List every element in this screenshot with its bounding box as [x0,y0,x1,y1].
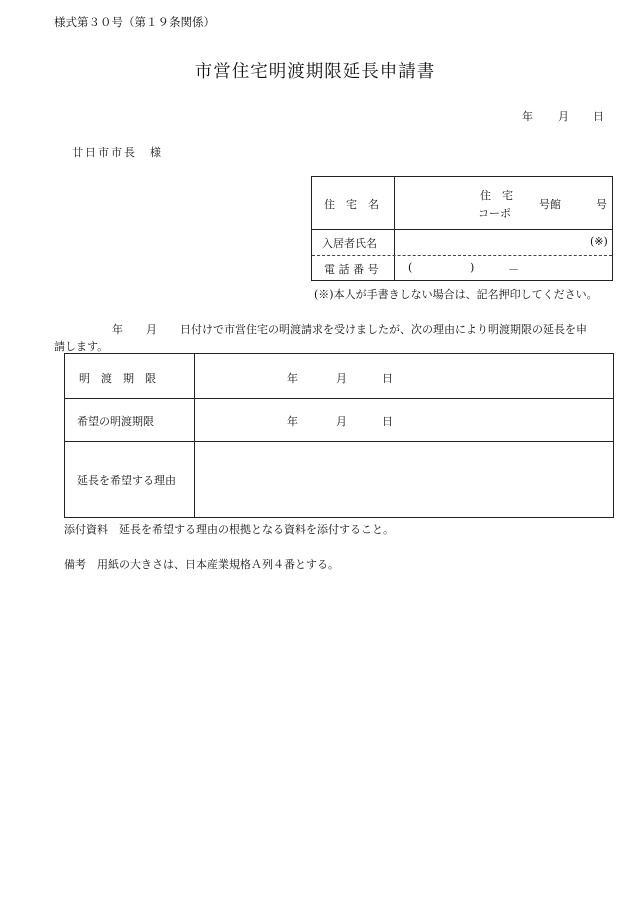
applicant-table [311,176,613,281]
body-year: 年 [112,323,123,336]
housing-name-label: 住 宅 名 [324,198,379,211]
phone-label: 電 話 番 号 [324,263,379,276]
housing-type-copo[interactable]: コーポ [478,207,511,220]
table-divider [194,354,195,517]
handwriting-note: (※)本人が手書きしない場合は、記名押印してください。 [314,288,598,301]
body-text-line2: 請します。 [54,340,109,353]
addressee: 廿日市市長 様 [72,146,163,159]
table-divider [65,441,613,442]
deadline-year[interactable]: 年 [287,372,298,385]
remark: 備考 用紙の大きさは、日本産業規格Ａ列４番とする。 [64,558,339,571]
table-divider [65,398,613,399]
document-title: 市営住宅明渡期限延長申請書 [194,62,436,82]
desired-deadline-month[interactable]: 月 [336,415,347,428]
desired-deadline-label: 希望の明渡期限 [77,415,154,428]
date-day-label: 日 [593,110,604,123]
seal-mark: (※) [590,235,608,248]
attachment-note: 添付資料 延長を希望する理由の根拠となる資料を添付すること。 [64,523,394,536]
reason-label: 延長を希望する理由 [77,474,176,487]
body-text-line1: 日付けで市営住宅の明渡請求を受けましたが、次の理由により明渡期限の延長を申 [180,323,587,336]
room-number-field[interactable]: 号 [596,198,607,211]
desired-deadline-year[interactable]: 年 [287,415,298,428]
resident-name-label: 入居者氏名 [322,237,377,250]
phone-area-open[interactable]: ( [408,261,413,274]
deadline-month[interactable]: 月 [336,372,347,385]
reason-field[interactable] [199,446,609,512]
extension-table [64,353,614,518]
housing-type-jutaku[interactable]: 住 宅 [480,189,513,202]
deadline-label: 明 渡 期 限 [79,372,156,385]
deadline-day[interactable]: 日 [382,372,393,385]
table-divider [312,229,612,230]
phone-dash[interactable]: － [508,263,519,276]
form-number: 様式第３０号（第１９条関係） [54,15,215,29]
date-month-label: 月 [558,110,569,123]
building-number-field[interactable]: 号館 [539,198,561,211]
body-month: 月 [146,323,157,336]
phone-area-close[interactable]: ) [470,261,475,274]
table-divider-dashed [312,255,612,256]
date-year-label: 年 [522,110,533,123]
desired-deadline-day[interactable]: 日 [382,415,393,428]
